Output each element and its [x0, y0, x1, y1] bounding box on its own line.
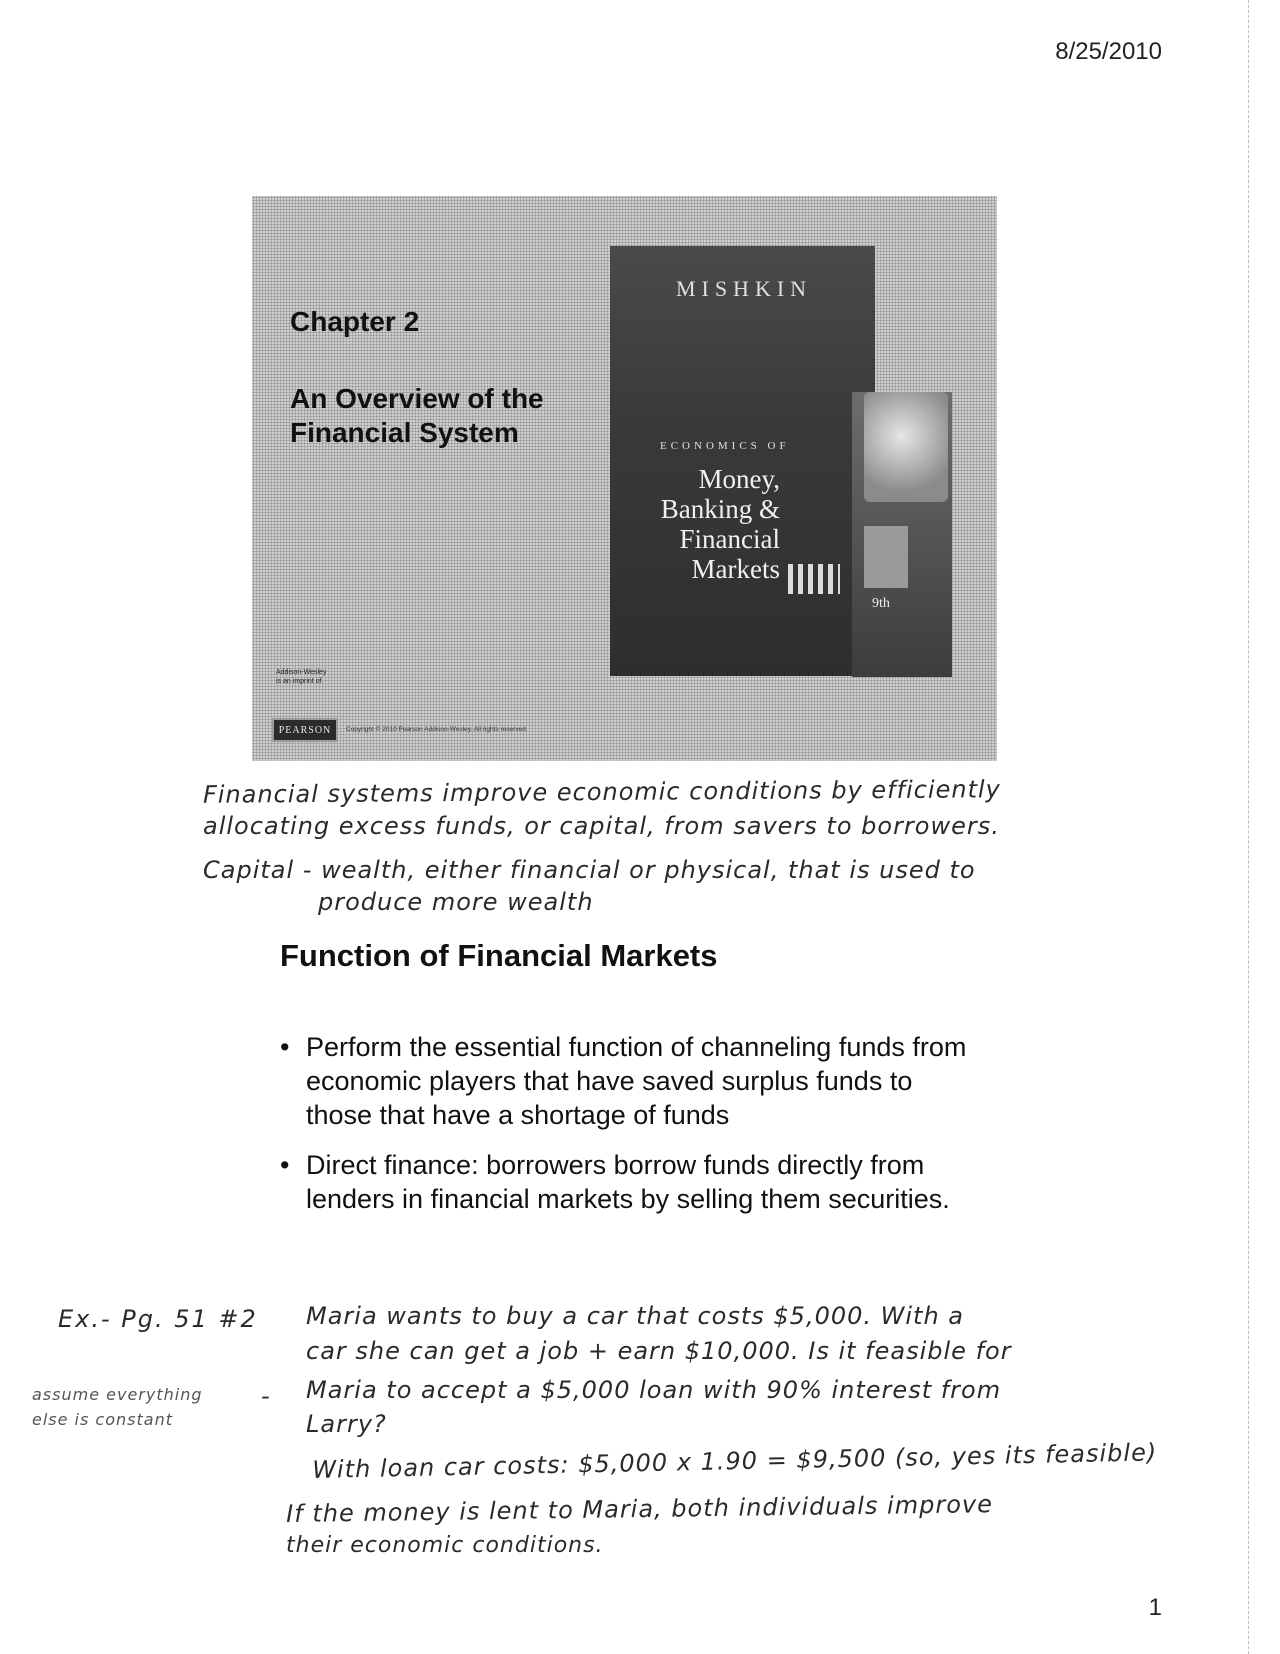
slide-title: Chapter 2: [290, 306, 420, 337]
book-cover-photo: [864, 392, 948, 502]
handwritten-note-line: produce more wealth: [318, 888, 594, 916]
publisher-imprint: Addison-Wesley is an imprint of: [276, 669, 327, 685]
page-date: 8/25/2010: [1055, 38, 1162, 65]
book-edition: 9th: [872, 596, 890, 611]
handwritten-dash: -: [261, 1382, 270, 1410]
handwritten-note-line: Larry?: [306, 1410, 387, 1438]
bullet-icon: •: [280, 1032, 290, 1062]
book-series: ECONOMICS OF: [660, 440, 790, 452]
pearson-logo: PEARSON: [272, 718, 338, 742]
book-cover: [610, 246, 875, 676]
bullet-item: [278, 1148, 978, 1216]
book-title: Money, Banking & Financial Markets: [660, 464, 780, 584]
slide-copyright: Copyright © 2010 Pearson Addison-Wesley. All rights reserved.: [346, 726, 528, 733]
handwritten-example-ref: Ex.- Pg. 51 #2: [58, 1305, 258, 1333]
handwritten-note-line: allocating excess funds, or capital, from savers to borrowers.: [203, 812, 1000, 840]
handwritten-note-line: Maria to accept a $5,000 loan with 90% interest from: [306, 1376, 1002, 1404]
bullet-item: [278, 1030, 978, 1132]
handwritten-note-line: With loan car costs: $5,000 x 1.90 = $9,500 (so, yes its feasible): [312, 1438, 1158, 1484]
handwritten-note-line: Financial systems improve economic conditions by efficiently: [202, 775, 1001, 809]
handwritten-note-line: Capital - wealth, either financial or physical, that is used to: [203, 856, 976, 884]
bullet-text: Perform the essential function of channeling funds from economic players that have saved surplus funds to those that have a shortage of funds: [306, 1032, 967, 1130]
section-heading: Function of Financial Markets: [280, 938, 718, 973]
handwritten-margin-note: assume everything: [32, 1385, 203, 1404]
book-cover-photo-small: [864, 526, 908, 588]
handwritten-note-line: Maria wants to buy a car that costs $5,000. With a: [306, 1302, 964, 1330]
page-edge-line: [1248, 0, 1250, 1654]
handwritten-note-line: If the money is lent to Maria, both individuals improve: [286, 1490, 994, 1528]
book-cover-columns-image: [788, 564, 840, 594]
handwritten-margin-note: else is constant: [32, 1410, 173, 1429]
bullet-text: Direct finance: borrowers borrow funds directly from lenders in financial markets by selling them securities.: [306, 1150, 950, 1214]
handwritten-note-line: car she can get a job + earn $10,000. Is it feasible for: [306, 1337, 1012, 1365]
slide-subtitle: An Overview of the Financial System: [290, 383, 544, 448]
handwritten-note-line: their economic conditions.: [286, 1533, 604, 1558]
bullet-icon: •: [280, 1150, 290, 1180]
slide-thumbnail: [252, 196, 997, 761]
bullet-list: [278, 1030, 978, 1232]
book-author: MISHKIN: [675, 276, 813, 301]
page-number: 1: [1148, 1594, 1162, 1621]
